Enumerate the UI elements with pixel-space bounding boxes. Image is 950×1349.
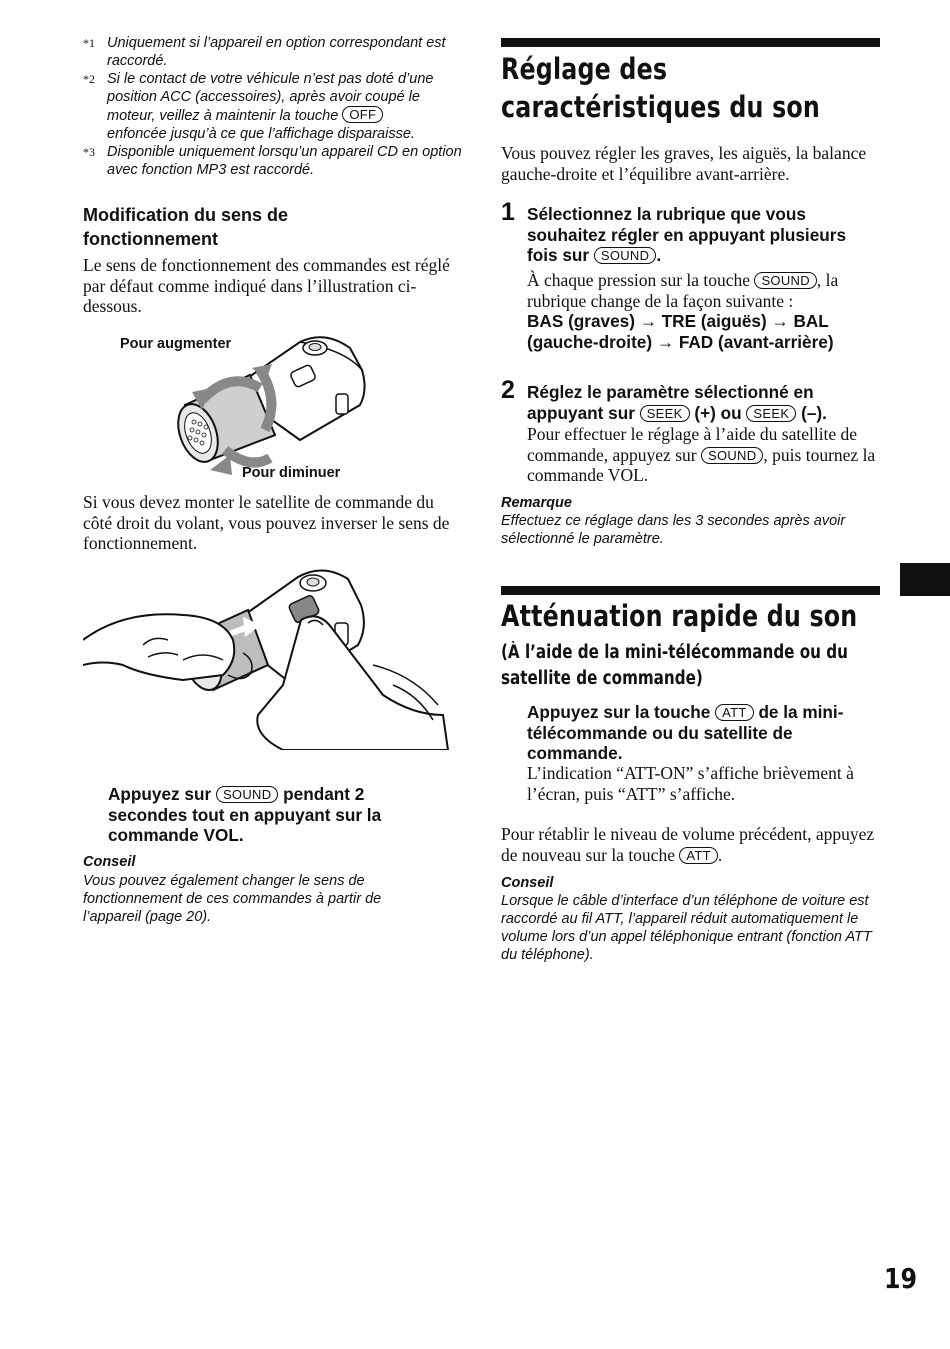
section2-tip-body: Lorsque le câble d’interface d’un téléphone de voiture est raccordé au fil ATT, l’appareil réduit automatiquement le volume lors d’un appel téléphonique entrant (fonction ATT du téléphone). <box>501 893 872 963</box>
footnote-text: Uniquement si l’appareil en option correspondant est raccordé. <box>107 35 446 69</box>
step1-sequence: BAS (graves) → TRE (aiguës) → BAL (gauche-droite) → FAD (avant-arrière) <box>527 311 834 352</box>
section1-note-body: Effectuez ce réglage dans les 3 secondes après avoir sélectionné le paramètre. <box>501 513 846 547</box>
section1-intro: Vous pouvez régler les graves, les aiguës, la balance gauche-droite et l’équilibre avant-arrière. <box>501 143 867 184</box>
left-para2: Si vous devez monter le satellite de commande du côté droit du volant, vous pouvez inverser le sens de fonctionnement. <box>83 492 450 553</box>
section1-rule <box>501 38 880 47</box>
sound-key: SOUND <box>754 272 816 289</box>
section2-instruction: Appuyez sur la touche ATT de la mini-télécommande ou du satellite de commande. <box>527 702 844 763</box>
left-subheading: Modification du sens de fonctionnement <box>83 205 289 249</box>
page-number: 19 <box>884 1262 918 1295</box>
off-key: OFF <box>342 106 383 123</box>
step1-instruction: Sélectionnez la rubrique que vous souhaitez régler en appuyant plusieurs fois sur SOUND . <box>527 204 847 265</box>
seek-key: SEEK <box>746 405 796 422</box>
section2-tip-title: Conseil <box>501 875 554 891</box>
section1-note-title: Remarque <box>501 495 572 511</box>
footnotes <box>83 34 468 179</box>
sound-key: SOUND <box>594 247 656 264</box>
left-intro: Le sens de fonctionnement des commandes est réglé par défaut comme indiqué dans l’illustration ci-dessous. <box>83 255 450 316</box>
seek-key: SEEK <box>640 405 690 422</box>
figure-rotary-direction <box>110 330 380 490</box>
footnote-mark: *2 <box>83 72 95 86</box>
section2-title: Atténuation rapide du son <box>501 599 858 633</box>
footnote-mark: *3 <box>83 145 95 159</box>
step1-number: 1 <box>501 198 515 226</box>
footnote-2 <box>83 70 468 143</box>
rotary-control-illustration <box>110 330 380 490</box>
step2-instruction: Réglez le paramètre sélectionné en appuyant sur SEEK (+) ou SEEK (–). <box>527 382 827 423</box>
left-tip-body: Vous pouvez également changer le sens de fonctionnement de ces commandes à partir de l’appareil (page 20). <box>83 873 382 925</box>
section2-para: Pour rétablir le niveau de volume précédent, appuyez de nouveau sur la touche ATT . <box>501 824 875 865</box>
footnote-mark: *1 <box>83 36 95 50</box>
section1-title: Réglage des caractéristiques du son <box>501 52 821 124</box>
att-key: ATT <box>679 847 718 864</box>
label-increase: Pour augmenter <box>120 336 232 352</box>
section2-subtitle: (À l’aide de la mini-télécommande ou du satellite de commande) <box>501 642 848 689</box>
sound-key: SOUND <box>216 786 278 803</box>
step1-body: À chaque pression sur la touche SOUND , la rubrique change de la façon suivante : <box>527 270 839 311</box>
label-decrease: Pour diminuer <box>242 465 341 481</box>
left-instruction: Appuyez sur SOUND pendant 2 secondes tout en appuyant sur la commande VOL. <box>108 784 382 845</box>
hand-pressing-illustration <box>83 565 453 750</box>
att-key: ATT <box>715 704 754 721</box>
footnote-text: Disponible uniquement lorsqu’un appareil CD en option avec fonction MP3 est raccordé. <box>107 144 462 178</box>
figure-hand-pressing <box>83 565 453 750</box>
step2-number: 2 <box>501 376 515 404</box>
section-thumb-tab <box>900 563 950 596</box>
section2-rule <box>501 586 880 595</box>
footnote-1 <box>83 34 468 70</box>
sound-key: SOUND <box>701 447 763 464</box>
footnote-text: Si le contact de votre véhicule n’est pas doté d’une position ACC (accessoires), après avoir coupé le moteur, veillez à maintenir la touche OFF enfoncée jusqu’à ce que l’affichage disparaisse. <box>107 71 434 142</box>
footnote-3 <box>83 143 468 179</box>
section2-step-body: L’indication “ATT-ON” s’affiche brièvement à l’écran, puis “ATT” s’affiche. <box>527 763 854 804</box>
step2-body: Pour effectuer le réglage à l’aide du satellite de commande, appuyez sur SOUND , puis tournez la commande VOL. <box>527 424 876 485</box>
left-tip-title: Conseil <box>83 854 136 870</box>
